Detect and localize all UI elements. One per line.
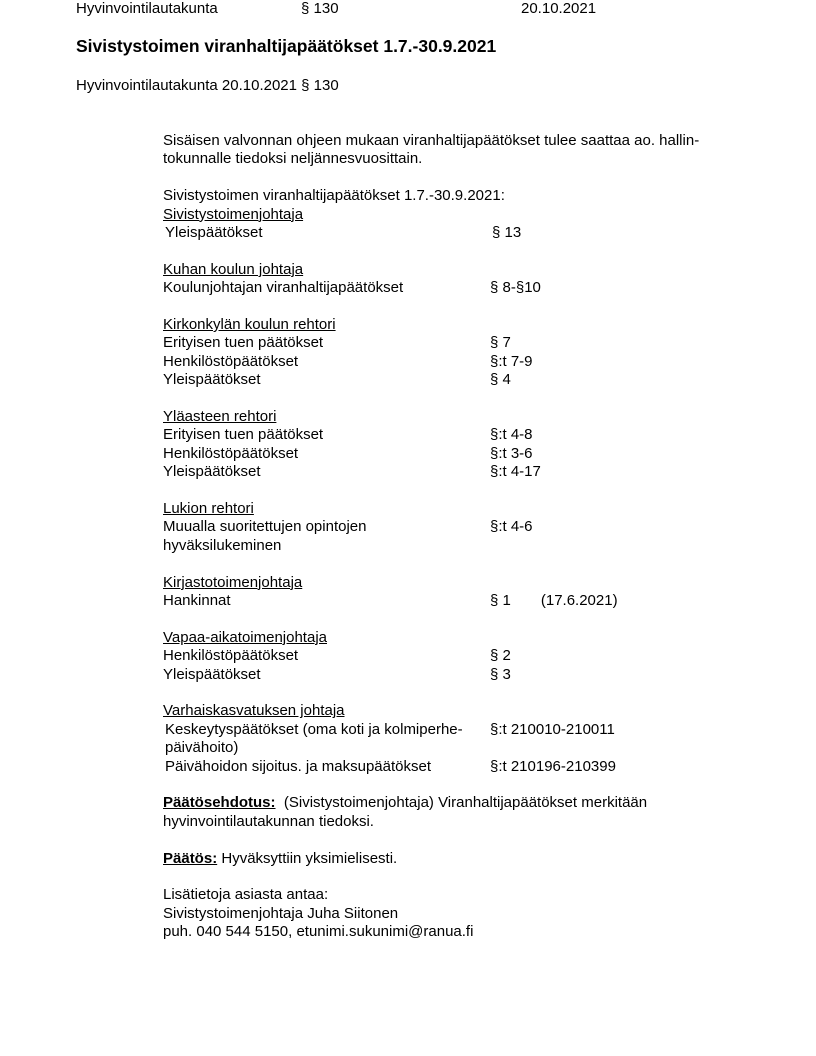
header-organ: Hyvinvointilautakunta bbox=[76, 0, 218, 17]
decision-label: Yleispäätökset bbox=[163, 665, 261, 683]
contact-line-1: Lisätietoja asiasta antaa: bbox=[163, 886, 329, 904]
group-title: Vapaa-aikatoimenjohtaja bbox=[163, 628, 327, 646]
page-title: Sivistystoimen viranhaltijapäätökset 1.7.-30.9.2021 bbox=[76, 36, 497, 56]
page-subheading: Hyvinvointilautakunta 20.10.2021 § 130 bbox=[76, 77, 339, 94]
decision-list-title: Sivistystoimen viranhaltijapäätökset 1.7.-30.9.2021: bbox=[163, 187, 505, 205]
decision-group bbox=[163, 261, 763, 298]
group-title: Kirjastotoimenjohtaja bbox=[163, 573, 303, 591]
decision-row bbox=[163, 518, 763, 555]
decision-label: Henkilöstöpäätökset bbox=[163, 352, 299, 370]
decision-group bbox=[163, 500, 763, 555]
decision-row bbox=[163, 353, 763, 371]
decision-label-line-2: päivähoito) bbox=[165, 739, 239, 757]
decision-section: §:t 4-17 bbox=[490, 463, 541, 481]
decision-group bbox=[163, 316, 763, 390]
header-date: 20.10.2021 bbox=[521, 0, 597, 17]
decision-row bbox=[163, 592, 763, 610]
group-title: Kuhan koulun johtaja bbox=[163, 260, 304, 278]
decision-group bbox=[163, 702, 763, 776]
decision-label: Yleispäätökset bbox=[163, 371, 261, 389]
decision-group bbox=[163, 574, 763, 611]
decision-row bbox=[163, 758, 763, 776]
decision-label-line-1: Keskeytyspäätökset (oma koti ja kolmiperhe- bbox=[165, 720, 463, 738]
decision-group bbox=[163, 629, 763, 684]
decision-section: §:t 210010-210011 bbox=[490, 720, 615, 738]
group-title: Lukion rehtori bbox=[163, 500, 254, 518]
decision-group bbox=[163, 408, 763, 482]
decision-section: § 3 bbox=[490, 665, 511, 683]
decision-label bbox=[165, 721, 490, 758]
decision-row bbox=[163, 463, 763, 481]
intro-line-1: Sisäisen valvonnan ohjeen mukaan viranhaltijapäätökset tulee saattaa ao. hallin- bbox=[163, 132, 700, 149]
document-body bbox=[163, 132, 763, 942]
decision-label-line-1: Muualla suoritettujen opintojen bbox=[163, 518, 367, 536]
decision-row bbox=[163, 721, 763, 758]
header-section: § 130 bbox=[301, 0, 339, 17]
intro-line-2: tokunnalle tiedoksi neljännesvuosittain. bbox=[163, 150, 423, 168]
decision-paragraph bbox=[163, 850, 763, 868]
decision-section: §:t 210196-210399 bbox=[490, 757, 616, 775]
decision-label: Erityisen tuen päätökset bbox=[163, 426, 324, 444]
decision-note: (17.6.2021) bbox=[540, 592, 618, 610]
proposal-paragraph bbox=[163, 794, 763, 831]
decision-label: Henkilöstöpäätökset bbox=[163, 444, 299, 462]
decision-label: Erityisen tuen päätökset bbox=[163, 334, 324, 352]
decision-label: Yleispäätökset bbox=[165, 224, 263, 242]
decision-label: Henkilöstöpäätökset bbox=[163, 647, 299, 665]
intro-paragraph bbox=[163, 132, 763, 169]
decision-label: Hankinnat bbox=[163, 592, 231, 610]
decision-result-text: Hyväksyttiin yksimielisesti. bbox=[221, 849, 398, 867]
decision-section: §:t 3-6 bbox=[490, 444, 533, 462]
decision-section: § 13 bbox=[492, 224, 522, 242]
decision-row bbox=[163, 647, 763, 665]
decision-label: Yleispäätökset bbox=[163, 463, 261, 481]
decision-row bbox=[163, 426, 763, 444]
group-title: Kirkonkylän koulun rehtori bbox=[163, 316, 336, 334]
decision-result-label: Päätös: bbox=[163, 849, 218, 867]
proposal-label: Päätösehdotus: bbox=[163, 794, 276, 812]
decision-label: Päivähoidon sijoitus. ja maksupäätökset bbox=[165, 757, 431, 775]
document-header bbox=[76, 0, 776, 18]
decision-row bbox=[163, 224, 763, 242]
decision-section: § 4 bbox=[490, 371, 511, 389]
decision-group bbox=[163, 206, 763, 243]
group-title: Varhaiskasvatuksen johtaja bbox=[163, 702, 345, 720]
contact-line-3: puh. 040 544 5150, etunimi.sukunimi@ranua.fi bbox=[163, 923, 474, 941]
contact-info bbox=[163, 886, 763, 941]
decision-section: §:t 4-6 bbox=[490, 518, 533, 536]
decision-row bbox=[163, 371, 763, 389]
decision-row bbox=[163, 334, 763, 352]
decision-label-line-2: hyväksilukeminen bbox=[163, 536, 282, 554]
decision-section: § 2 bbox=[490, 647, 511, 665]
decision-label: Koulunjohtajan viranhaltijapäätökset bbox=[163, 279, 404, 297]
group-title: Yläasteen rehtori bbox=[163, 408, 277, 426]
contact-line-2: Sivistystoimenjohtaja Juha Siitonen bbox=[163, 904, 399, 922]
decision-row bbox=[163, 445, 763, 463]
proposal-text-line-2: hyvinvointilautakunnan tiedoksi. bbox=[163, 812, 374, 830]
decision-row bbox=[163, 666, 763, 684]
decision-section: § 1 bbox=[490, 592, 511, 610]
decision-section: § 7 bbox=[490, 334, 511, 352]
decision-section: § 8-§10 bbox=[490, 279, 541, 297]
group-title: Sivistystoimenjohtaja bbox=[163, 205, 304, 223]
decision-label bbox=[163, 518, 490, 555]
proposal-text-line-1: (Sivistystoimenjohtaja) Viranhaltijapäätökset merkitään bbox=[283, 794, 648, 812]
decision-row bbox=[163, 279, 763, 297]
decision-section: §:t 4-8 bbox=[490, 426, 533, 444]
decision-section: §:t 7-9 bbox=[490, 352, 533, 370]
